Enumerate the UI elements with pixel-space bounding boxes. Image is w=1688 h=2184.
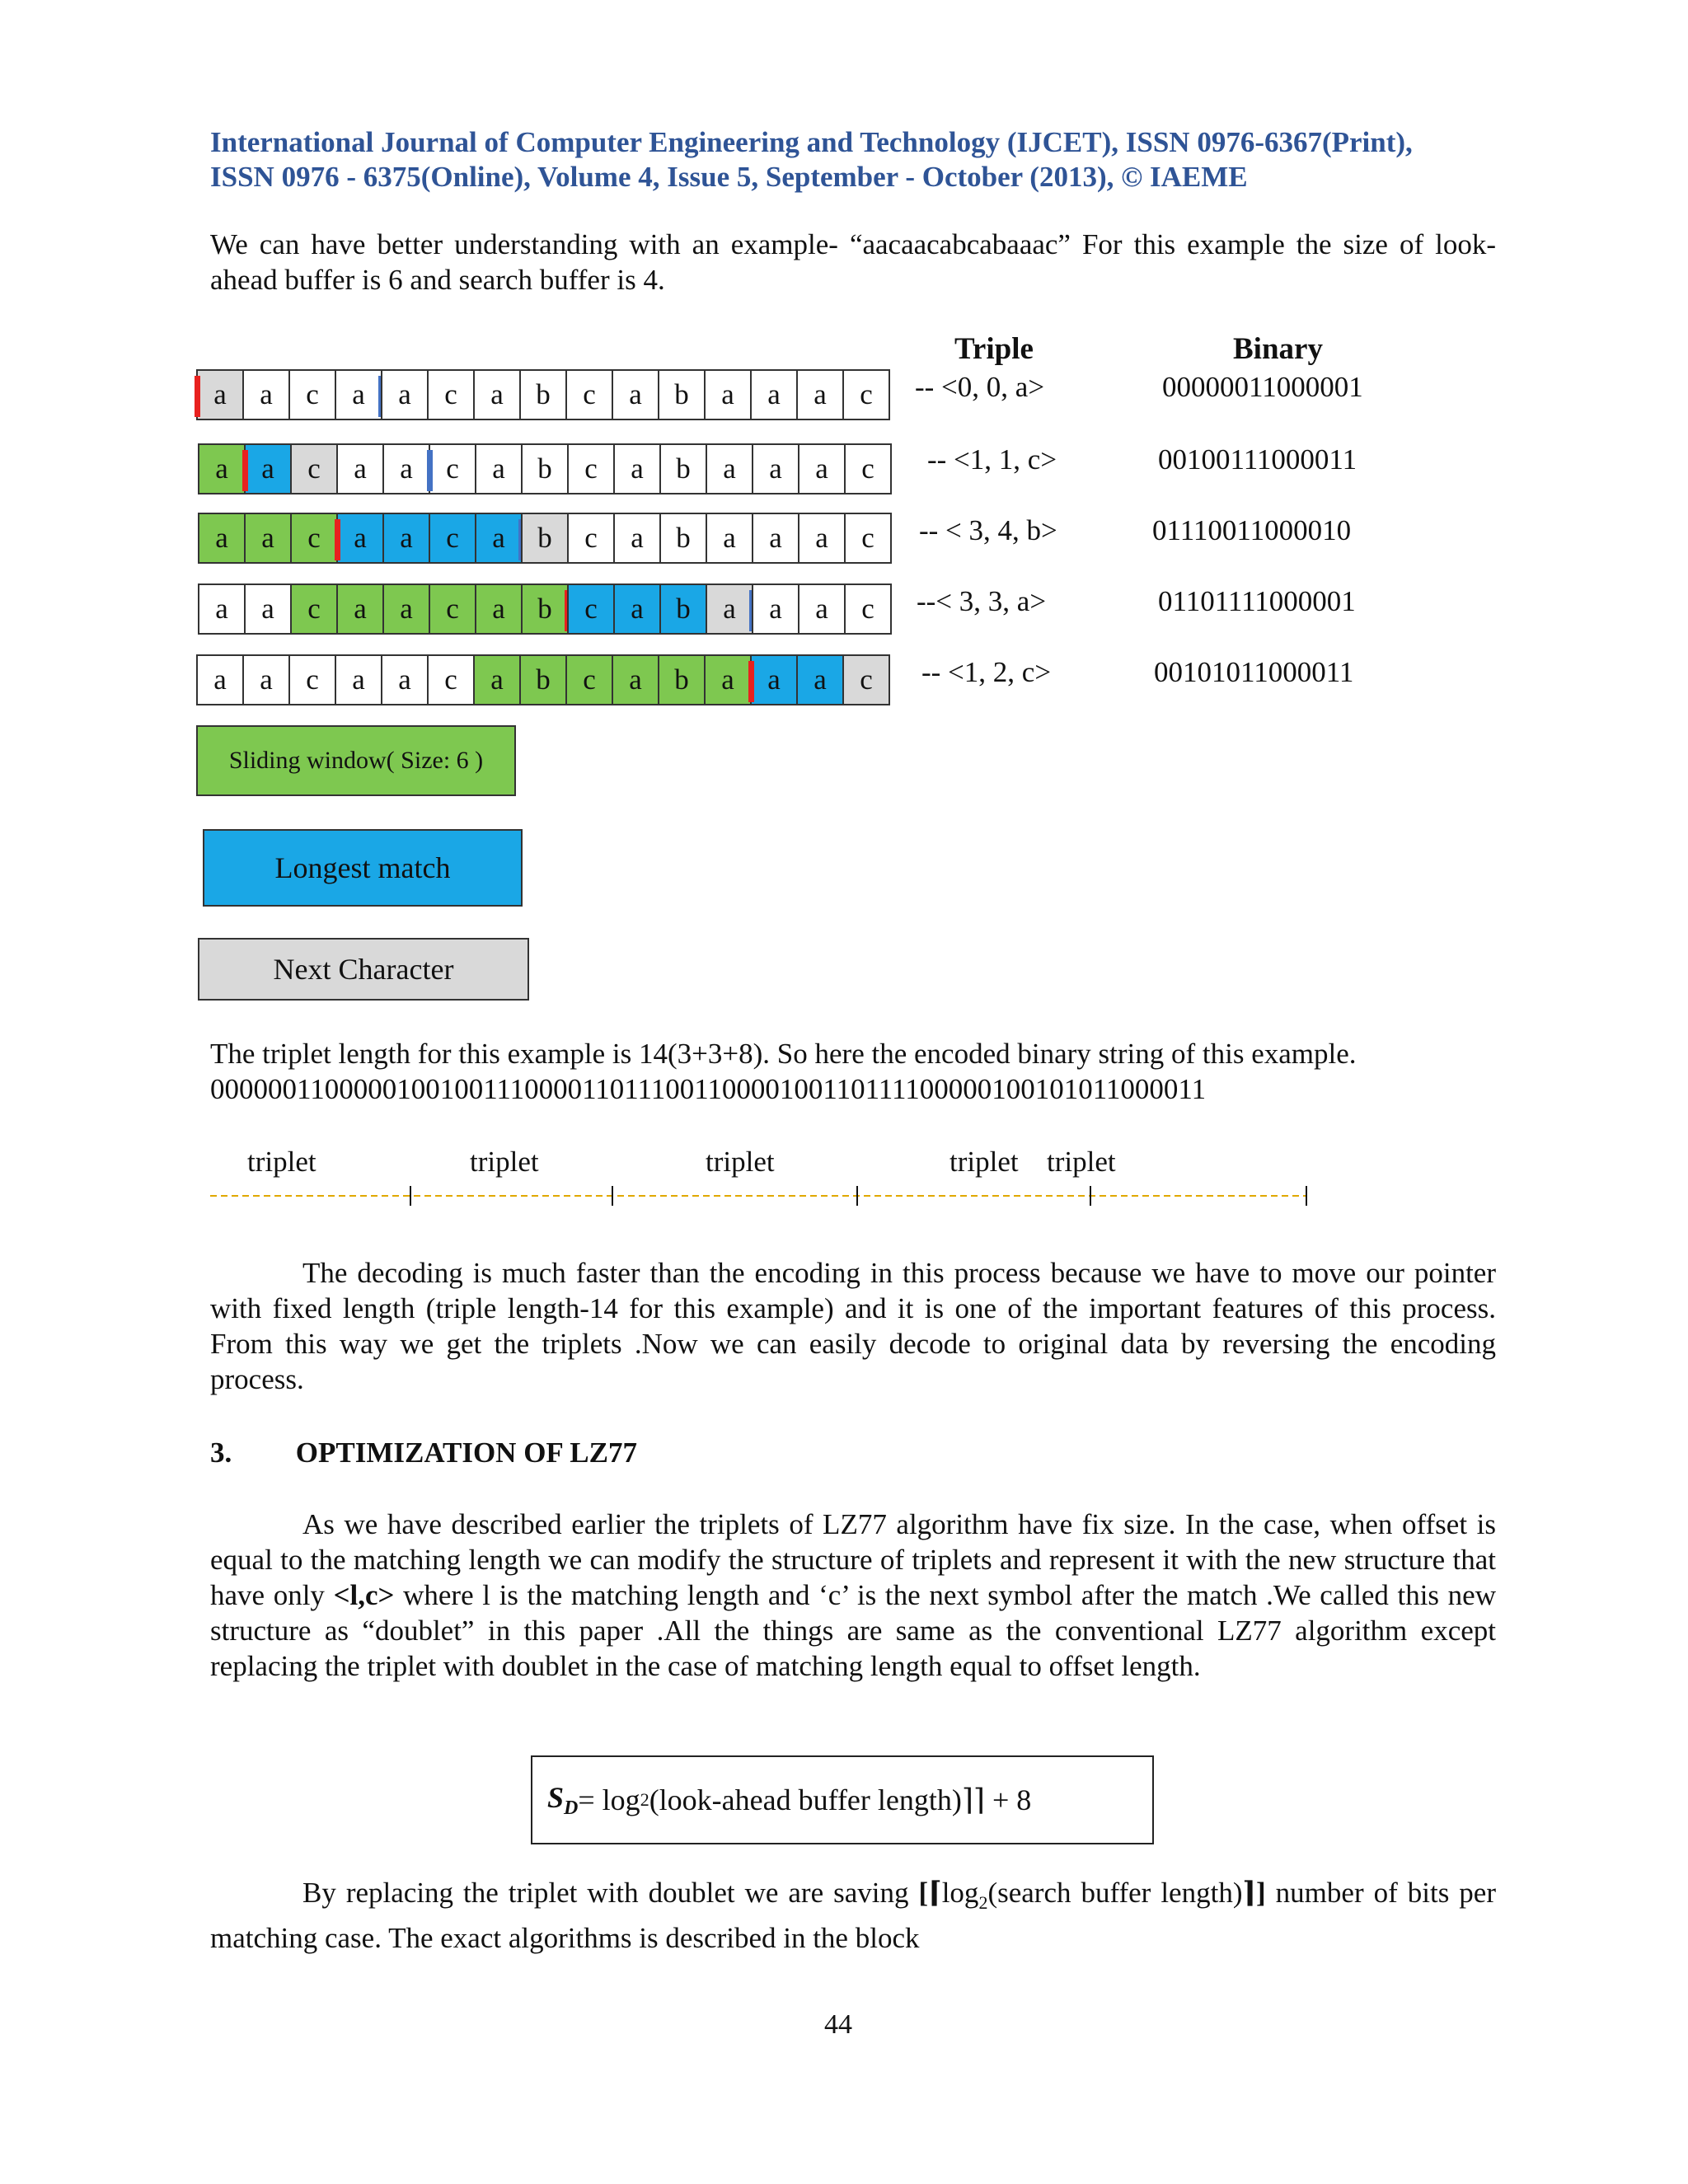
encoded-binary-string: 0000001100000100100111000011011100110000100110111100000100101011000011 <box>210 1073 1207 1105</box>
symbol-cell: a <box>382 583 429 635</box>
triple-value-5: -- <1, 2, c> <box>921 656 1052 688</box>
symbol-cell: c <box>288 654 335 705</box>
symbol-cell: a <box>381 654 427 705</box>
symbol-cell: c <box>565 369 612 420</box>
symbol-cell: c <box>288 369 335 420</box>
legend-longest-match: Longest match <box>203 829 523 907</box>
symbol-cell: a <box>336 443 382 494</box>
symbol-cell: a <box>473 654 519 705</box>
symbol-cell: a <box>798 513 844 564</box>
symbol-cell: b <box>658 654 704 705</box>
page-number: 44 <box>824 2009 852 2040</box>
triplet-label-5: triplet <box>1047 1146 1116 1178</box>
symbol-cell: c <box>842 369 890 420</box>
window-start-marker <box>195 376 200 417</box>
symbol-cell: c <box>567 583 613 635</box>
triplet-label-3: triplet <box>706 1146 775 1178</box>
binary-value-2: 00100111000011 <box>1158 443 1357 476</box>
symbol-cell: c <box>842 654 890 705</box>
symbol-cell: c <box>427 369 473 420</box>
doublet-size-formula: $S_D$ = log 2 (look-ahead buffer length)⌉⌉ + 8 <box>531 1755 1154 1844</box>
symbol-cell: c <box>844 513 892 564</box>
symbol-cell: a <box>613 513 659 564</box>
section-title: OPTIMIZATION OF LZ77 <box>295 1436 637 1469</box>
symbol-cell: a <box>704 654 750 705</box>
symbol-cell: c <box>844 443 892 494</box>
triplet-length-text: The triplet length for this example is 14(3+3+8). So here the encoded binary string of this example. <box>210 1038 1357 1070</box>
triple-value-4: --< 3, 3, a> <box>917 585 1047 617</box>
symbol-cell: c <box>290 513 336 564</box>
binary-value-1: 00000011000001 <box>1162 371 1363 403</box>
symbol-cell: a <box>475 443 521 494</box>
symbol-cell: a <box>798 443 844 494</box>
symbol-cell: a <box>336 583 382 635</box>
symbol-cell: a <box>475 513 521 564</box>
symbol-cell: c <box>844 583 892 635</box>
example-row-5 <box>196 654 890 704</box>
symbol-cell: a <box>244 513 290 564</box>
symbol-cell: a <box>198 513 244 564</box>
journal-header <box>210 125 1496 194</box>
intro-paragraph: We can have better understanding with an example- “aacaacabcabaaac” For this example the size of look-ahead buffer is 6 and search buffer is 4. <box>210 228 1496 296</box>
symbol-cell: b <box>519 369 565 420</box>
symbol-cell: a <box>242 654 288 705</box>
triplet-label-4: triplet <box>950 1146 1019 1178</box>
symbol-cell: c <box>567 443 613 494</box>
symbol-cell: a <box>382 443 429 494</box>
symbol-cell: a <box>198 443 244 494</box>
doublet-notation: <l,c> <box>333 1579 395 1611</box>
legend-next-character: Next Character <box>198 938 529 1001</box>
symbol-cell: c <box>429 583 475 635</box>
example-row-1 <box>196 369 890 419</box>
symbol-cell: c <box>567 513 613 564</box>
symbol-cell: a <box>382 513 429 564</box>
section-number: 3. <box>210 1436 232 1469</box>
symbol-cell: c <box>290 583 336 635</box>
triplet-label-2: triplet <box>470 1146 539 1178</box>
symbol-cell: a <box>612 369 658 420</box>
symbol-cell: a <box>752 583 798 635</box>
symbol-cell: c <box>429 513 475 564</box>
symbol-cell: b <box>521 513 567 564</box>
legend-sliding-window: Sliding window( Size: 6 ) <box>196 725 516 796</box>
symbol-cell: a <box>335 654 381 705</box>
final-paragraph: By replacing the triplet with doublet we are saving [$⌈\log_2(search$ buffer length)⌉] number of bits per matching case. The exact algorithms is described in the block <box>210 1877 1496 1954</box>
symbol-cell: a <box>796 654 842 705</box>
symbol-cell: a <box>475 583 521 635</box>
symbol-cell: a <box>335 369 381 420</box>
symbol-cell: c <box>290 443 336 494</box>
window-start-marker <box>748 661 754 702</box>
symbol-cell: a <box>706 583 752 635</box>
optimization-paragraph: As we have described earlier the triplets of LZ77 algorithm have fix size. In the case, when offset is equal to the matching length we can modify the structure of triplets and represent it with the new structure that have only <l,c> where l is the matching length and ‘c’ is the next symbol after the match .We called this new structure as “doublet” in this paper .All the things are same as the conventional LZ77 algorithm except replacing the triplet with doublet in the case of matching length equal to offset length. <box>210 1508 1496 1682</box>
symbol-cell: b <box>659 443 706 494</box>
decoding-paragraph: The decoding is much faster than the encoding in this process because we have to move our pointer with fixed length (triple length-14 for this example) and it is one of the important features of this process. From this way we get the triplets .Now we can easily decode to original data by reversing the encoding process. <box>210 1257 1496 1395</box>
symbol-cell: a <box>706 443 752 494</box>
symbol-cell: a <box>796 369 842 420</box>
binary-column-header: Binary <box>1233 332 1323 366</box>
symbol-cell: a <box>196 654 242 705</box>
formula-lhs: S <box>547 1780 565 1814</box>
symbol-cell: a <box>473 369 519 420</box>
symbol-cell: c <box>429 443 475 494</box>
triplet-label-1: triplet <box>247 1146 316 1178</box>
binary-value-3: 01110011000010 <box>1152 514 1352 546</box>
window-start-marker <box>242 450 248 491</box>
symbol-cell: a <box>752 513 798 564</box>
symbol-cell: a <box>381 369 427 420</box>
example-row-3 <box>198 513 892 562</box>
symbol-cell: b <box>659 583 706 635</box>
section-heading <box>210 1436 637 1469</box>
symbol-cell: b <box>659 513 706 564</box>
window-start-marker <box>335 519 340 560</box>
header-line-1: International Journal of Computer Engineering and Technology (IJCET), ISSN 0976-6367(Print), <box>210 126 1413 158</box>
symbol-cell: a <box>198 583 244 635</box>
symbol-cell: c <box>427 654 473 705</box>
symbol-cell: a <box>752 443 798 494</box>
symbol-cell: a <box>704 369 750 420</box>
symbol-cell: a <box>798 583 844 635</box>
symbol-cell: b <box>519 654 565 705</box>
symbol-cell: a <box>196 369 242 420</box>
binary-value-4: 01101111000001 <box>1158 585 1356 617</box>
triple-column-header: Triple <box>954 332 1034 366</box>
symbol-cell: a <box>244 443 290 494</box>
symbol-cell: a <box>706 513 752 564</box>
symbol-cell: a <box>750 369 796 420</box>
example-row-2 <box>198 443 892 493</box>
triple-value-2: -- <1, 1, c> <box>927 443 1057 476</box>
symbol-cell: a <box>612 654 658 705</box>
example-row-4 <box>198 583 892 633</box>
symbol-cell: b <box>521 583 567 635</box>
symbol-cell: a <box>336 513 382 564</box>
symbol-cell: a <box>750 654 796 705</box>
buffer-boundary-marker <box>427 450 433 491</box>
triple-value-1: -- <0, 0, a> <box>915 371 1045 403</box>
triple-value-3: -- < 3, 4, b> <box>919 514 1057 546</box>
symbol-cell: a <box>613 443 659 494</box>
symbol-cell: c <box>565 654 612 705</box>
binary-value-5: 00101011000011 <box>1154 656 1354 688</box>
triplet-segment-divider <box>210 1183 1315 1208</box>
symbol-cell: b <box>658 369 704 420</box>
symbol-cell: b <box>521 443 567 494</box>
header-line-2: ISSN 0976 - 6375(Online), Volume 4, Issue 5, September - October (2013), © IAEME <box>210 161 1248 193</box>
symbol-cell: a <box>242 369 288 420</box>
symbol-cell: a <box>613 583 659 635</box>
symbol-cell: a <box>244 583 290 635</box>
